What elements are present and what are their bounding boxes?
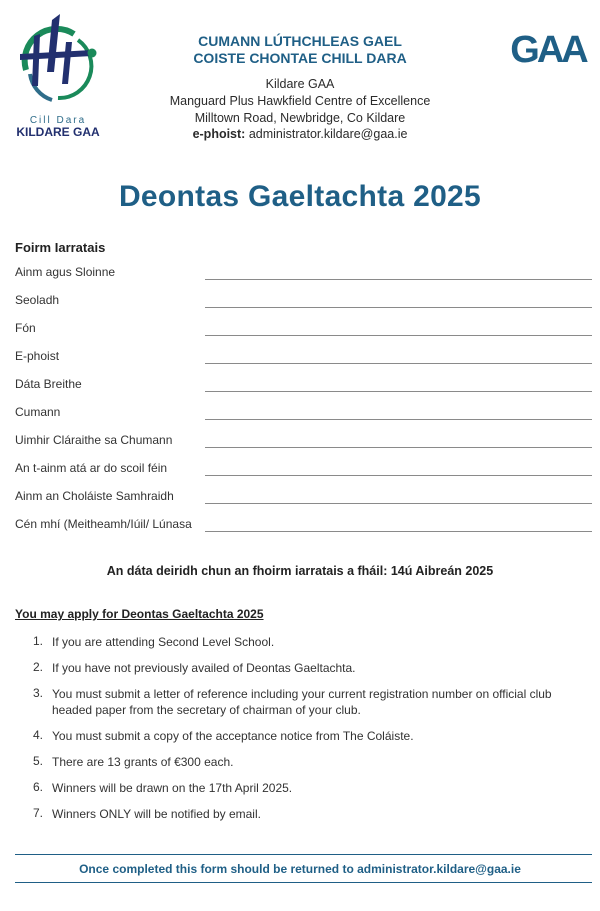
form-field-input-line[interactable] bbox=[205, 335, 592, 336]
form-field-label: Seoladh bbox=[15, 293, 60, 307]
form-field-label: Dáta Breithe bbox=[15, 377, 82, 391]
footer-divider-top bbox=[15, 854, 592, 855]
form-field-row bbox=[15, 461, 592, 481]
list-item-number: 3. bbox=[33, 686, 44, 700]
form-field-label: Cumann bbox=[15, 405, 61, 419]
list-item-text: You must submit a copy of the acceptance notice from The Coláiste. bbox=[52, 729, 414, 743]
form-field-input-line[interactable] bbox=[205, 363, 592, 364]
form-field-row bbox=[15, 349, 592, 369]
form-field-row bbox=[15, 517, 592, 537]
list-item-number: 7. bbox=[33, 806, 44, 820]
letterhead bbox=[0, 0, 600, 150]
list-item bbox=[15, 660, 592, 678]
form-heading: Foirm Iarratais bbox=[15, 240, 106, 255]
list-item bbox=[15, 728, 592, 746]
form-field-row bbox=[15, 265, 592, 285]
org-name-line2: COISTE CHONTAE CHILL DARA bbox=[193, 50, 407, 66]
list-item bbox=[15, 634, 592, 652]
kildare-crest-icon bbox=[12, 12, 104, 112]
email-line bbox=[150, 127, 450, 141]
list-item-number: 2. bbox=[33, 660, 44, 674]
list-item-text: Winners ONLY will be notified by email. bbox=[52, 807, 261, 821]
form-field-input-line[interactable] bbox=[205, 391, 592, 392]
list-item-number: 6. bbox=[33, 780, 44, 794]
form-field-input-line[interactable] bbox=[205, 503, 592, 504]
list-item-text: You must submit a letter of reference including your current registration number on official club headed paper from the secretary of chairman of your club. bbox=[52, 687, 552, 717]
form-field-label: E-phoist bbox=[15, 349, 60, 363]
list-item-text: If you are attending Second Level School. bbox=[52, 635, 275, 649]
svg-text:GAA: GAA bbox=[510, 30, 586, 68]
address-line3: Milltown Road, Newbridge, Co Kildare bbox=[194, 111, 406, 125]
form-field-label: An t-ainm atá ar do scoil féin bbox=[15, 461, 168, 475]
form-field-input-line[interactable] bbox=[205, 279, 592, 280]
form-field-row bbox=[15, 293, 592, 313]
list-item-number: 4. bbox=[33, 728, 44, 742]
form-field-label: Fón bbox=[15, 321, 36, 335]
email-label: e-phoist: bbox=[192, 127, 246, 141]
logo-english-name: KILDARE GAA bbox=[16, 125, 100, 139]
list-item bbox=[15, 686, 592, 720]
form-field-input-line[interactable] bbox=[205, 475, 592, 476]
list-item-number: 5. bbox=[33, 754, 44, 768]
eligibility-heading: You may apply for Deontas Gaeltachta 2025 bbox=[15, 607, 264, 621]
gaa-logo bbox=[503, 30, 593, 68]
deadline-notice: An dáta deiridh chun an fhoirm iarratais a fháil: 14ú Aibreán 2025 bbox=[106, 564, 494, 578]
list-item bbox=[15, 780, 592, 798]
form-field-row bbox=[15, 321, 592, 341]
list-item-number: 1. bbox=[33, 634, 44, 648]
footer-divider-bottom bbox=[15, 882, 592, 883]
form-field-input-line[interactable] bbox=[205, 531, 592, 532]
form-field-label: Uimhir Cláraithe sa Chumann bbox=[15, 433, 173, 447]
address-line2: Manguard Plus Hawkfield Centre of Excellence bbox=[169, 94, 431, 108]
form-field-label: Cén mhí (Meitheamh/Iúil/ Lúnasa bbox=[15, 517, 192, 531]
form-field-row bbox=[15, 405, 592, 425]
list-item bbox=[15, 754, 592, 772]
form-field-input-line[interactable] bbox=[205, 419, 592, 420]
form-field-row bbox=[15, 377, 592, 397]
list-item bbox=[15, 806, 592, 824]
org-name-line1: CUMANN LÚTHCHLEAS GAEL bbox=[198, 33, 402, 49]
list-item-text: There are 13 grants of €300 each. bbox=[52, 755, 234, 769]
logo-irish-name: Cill Dara bbox=[29, 115, 87, 126]
footer-instruction: Once completed this form should be returned to administrator.kildare@gaa.ie bbox=[79, 862, 521, 876]
address-line1: Kildare GAA bbox=[265, 77, 335, 91]
email-address[interactable]: administrator.kildare@gaa.ie bbox=[248, 127, 408, 141]
list-item-text: If you have not previously availed of Deontas Gaeltachta. bbox=[52, 661, 356, 675]
form-field-row bbox=[15, 489, 592, 509]
gaa-wordmark-icon bbox=[503, 30, 593, 68]
form-field-input-line[interactable] bbox=[205, 447, 592, 448]
form-field-input-line[interactable] bbox=[205, 307, 592, 308]
page-title: Deontas Gaeltachta 2025 bbox=[118, 180, 482, 213]
kildare-gaa-logo bbox=[12, 12, 112, 140]
form-field-label: Ainm an Choláiste Samhraidh bbox=[15, 489, 174, 503]
form-field-label: Ainm agus Sloinne bbox=[15, 265, 116, 279]
form-field-row bbox=[15, 433, 592, 453]
list-item-text: Winners will be drawn on the 17th April 2025. bbox=[52, 781, 293, 795]
